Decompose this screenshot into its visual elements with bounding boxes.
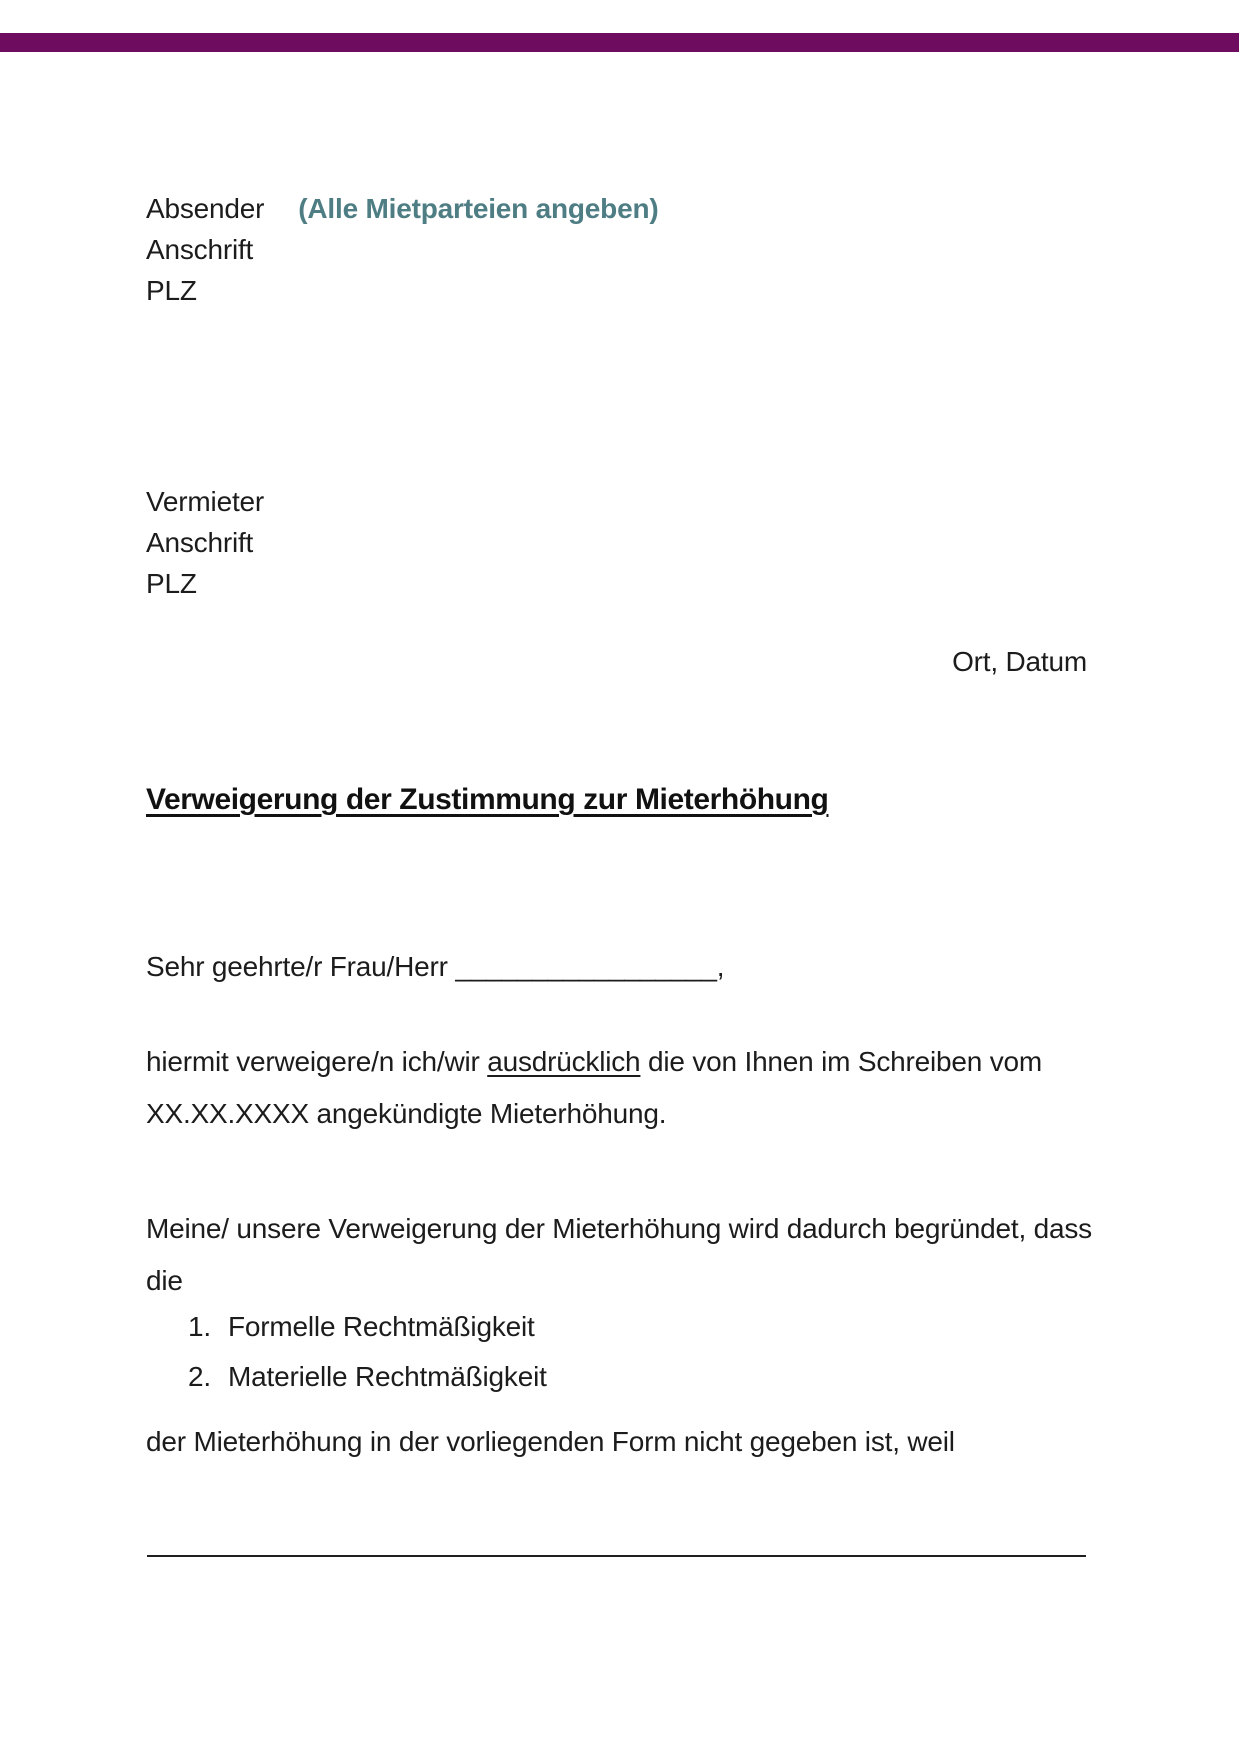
closing-clause-line: der Mieterhöhung in der vorliegenden Form nicht gegeben ist, weil bbox=[146, 1426, 955, 1457]
refusal-emphasis-word: ausdrücklich bbox=[487, 1046, 641, 1077]
salutation-suffix: , bbox=[716, 951, 725, 982]
blank-fill-in-line bbox=[147, 1537, 1086, 1557]
sender-line-1 bbox=[146, 188, 1096, 229]
sender-line-3: PLZ bbox=[146, 275, 197, 306]
landlord-address-block bbox=[146, 481, 1096, 604]
sender-address-block bbox=[146, 188, 1096, 311]
salutation-prefix: Sehr geehrte/r Frau/Herr bbox=[146, 951, 456, 982]
header-accent-bar bbox=[0, 33, 1239, 52]
sender-annotation: (Alle Mietparteien angeben) bbox=[298, 193, 659, 224]
reason-number-2: 2. bbox=[188, 1361, 211, 1392]
reason-text-2: Materielle Rechtmäßigkeit bbox=[228, 1361, 547, 1392]
refusal-text-after: die von Ihnen im Schreiben vom XX.XX.XXXX angekündigte Mieterhöhung. bbox=[146, 1046, 1043, 1129]
salutation-line bbox=[146, 950, 1146, 984]
salutation-blank: _________________ bbox=[455, 951, 717, 982]
landlord-line-2: Anschrift bbox=[146, 527, 254, 558]
reason-text-1: Formelle Rechtmäßigkeit bbox=[228, 1311, 535, 1342]
reason-item-1 bbox=[188, 1302, 1088, 1352]
place-date-line: Ort, Datum bbox=[952, 646, 1087, 677]
landlord-line-3: PLZ bbox=[146, 568, 197, 599]
sender-line-2: Anschrift bbox=[146, 234, 254, 265]
justification-paragraph: Meine/ unsere Verweigerung der Mieterhöhung wird dadurch begründet, dass die bbox=[146, 1213, 1092, 1296]
refusal-text-before: hiermit verweigere/n ich/wir bbox=[146, 1046, 488, 1077]
reason-item-2 bbox=[188, 1352, 1088, 1402]
subject-heading: Verweigerung der Zustimmung zur Mieterhöhung bbox=[146, 783, 829, 816]
reason-list bbox=[146, 1302, 1088, 1402]
reason-number-1: 1. bbox=[188, 1311, 211, 1342]
sender-label: Absender bbox=[146, 193, 265, 224]
refusal-paragraph bbox=[146, 1036, 1096, 1140]
landlord-line-1: Vermieter bbox=[146, 486, 265, 517]
